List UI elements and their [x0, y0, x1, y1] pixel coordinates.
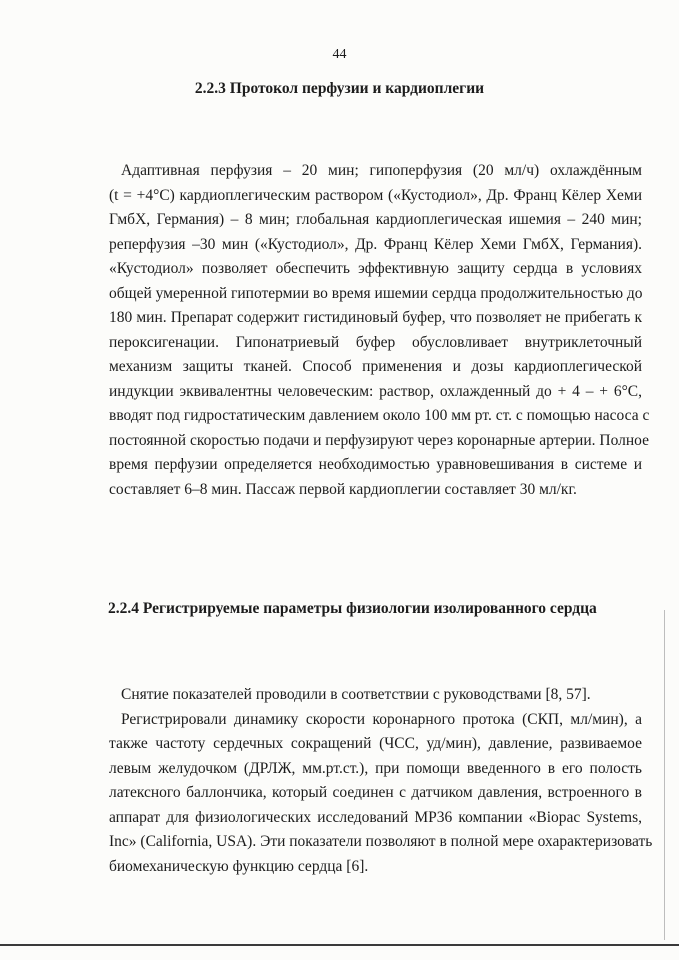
page-bottom-edge [0, 944, 679, 946]
text-line: латексного баллончика, который соединен с датчиком давления, встроенного в [109, 784, 642, 801]
text-line: составляет 6–8 мин. Пассаж первой кардиоплегии составляет 30 мл/кг. [109, 480, 577, 498]
text-line: также частоту сердечных сокращений (ЧСС, уд/мин), давление, развиваемое [109, 735, 642, 752]
text-line: (t = +4°C) кардиоплегическим раствором («Кустодиол», Др. Франц Кёлер Хеми [109, 186, 642, 204]
text-line: реперфузия –30 мин («Кустодиол», Др. Франц Кёлер Хеми ГмбХ, Германия). [109, 235, 642, 253]
text-line: «Кустодиол» позволяет обеспечить эффективную защиту сердца в условиях [109, 260, 642, 277]
text-line: постоянной скоростью подачи и перфузируют через коронарные артерии. Полное [109, 431, 649, 449]
text-line: индукции эквивалентны человеческим: раствор, охлажденный до + 4 – + 6°C, [109, 382, 642, 400]
text-line: левым желудочком (ДРЛЖ, мм.рт.ст.), при помощи введенного в его полость [109, 759, 642, 777]
text-line: время перфузии определяется необходимостью уравновешивания в системе и [109, 456, 642, 473]
section-heading-perfusion-protocol: 2.2.3 Протокол перфузии и кардиоплегии [194, 80, 485, 97]
text-line: 180 мин. Препарат содержит гистидиновый буфер, что позволяет не прибегать к [109, 309, 642, 326]
text-line: общей умеренной гипотермии во время ишемии сердца продолжительностью до [109, 284, 643, 302]
text-line: механизм защиты тканей. Способ применения и дозы кардиоплегической [109, 358, 642, 375]
scan-edge-shadow [664, 610, 665, 940]
text-line: биомеханическую функцию сердца [6]. [109, 857, 369, 875]
paragraph-registered-parameters [109, 683, 653, 879]
paragraph-perfusion-protocol [109, 159, 650, 502]
text-line: пероксигенации. Гипонатриевый буфер обусловливает внутриклеточный [109, 333, 642, 351]
text-line: аппарат для физиологических исследований MP36 компании «Biopac Systems, [109, 808, 642, 826]
text-line: Регистрировали динамику скорости коронарного протока (СКП, мл/мин), а [121, 710, 642, 728]
text-line: ГмбХ, Германия) – 8 мин; глобальная кардиоплегическая ишемия – 240 мин; [109, 211, 642, 228]
page-number: 44 [332, 47, 347, 62]
text-line: Inc» (California, USA). Эти показатели позволяют в полной мере охарактеризовать [109, 833, 653, 850]
section-heading-registered-parameters: 2.2.4 Регистрируемые параметры физиологии изолированного сердца [108, 600, 597, 617]
text-line: Адаптивная перфузия – 20 мин; гипоперфузия (20 мл/ч) охлаждённым [121, 162, 642, 179]
text-line: Снятие показателей проводили в соответствии с руководствами [8, 57]. [121, 686, 591, 703]
text-line: вводят под гидростатическим давлением около 100 мм рт. ст. с помощью насоса с [109, 407, 650, 424]
